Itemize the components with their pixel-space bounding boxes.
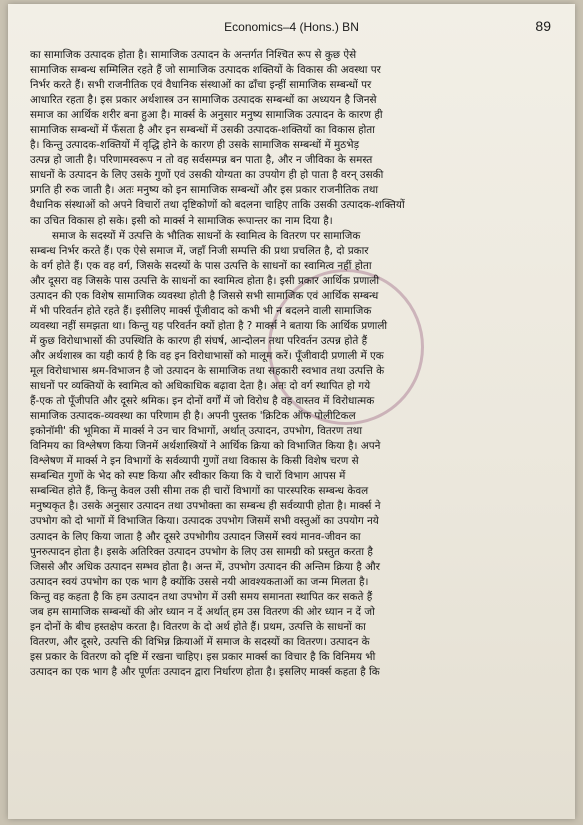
- text-line: व्यवस्था नहीं समझता था। किन्तु यह परिवर्तन क्यों होता है ? मार्क्स ने बताया कि आर्थिक प्रणाली: [30, 319, 388, 332]
- text-line: सम्बन्धित होते हैं, किन्तु केवल उसी सीमा तक ही चारों विभागों का पारस्परिक सम्बन्ध केवल: [30, 485, 369, 498]
- text-line: किन्तु वह कहता है कि हम उत्पादन तथा उपभोग में उसी समय समानता स्थापित कर सकते हैं: [30, 590, 373, 603]
- text-line: के वर्ग होते हैं। एक वह वर्ग, जिसके सदस्यों के पास उत्पत्ति के साधनों का स्वामित्व नहीं होता: [30, 259, 372, 272]
- text-line: उत्पादन की एक विशेष सामाजिक व्यवस्था होती है जिससे सभी सामाजिक एवं आर्थिक सम्बन्ध: [30, 289, 379, 302]
- text-line: जब हम सामाजिक सम्बन्धों की ओर ध्यान न दें अर्थात् हम उस वितरण की ओर ध्यान न दें जो: [30, 605, 375, 618]
- text-line: सम्बन्धित गुणों के भेद को स्पष्ट किया और स्वीकार किया कि ये चारों विभाग आपस में: [30, 470, 346, 483]
- text-line: पुनरुत्पादन होता है। इसके अतिरिक्त उत्पादन उपभोग के लिए उस सामग्री को प्रस्तुत करता है: [30, 545, 373, 558]
- text-line: मूल विरोधाभास श्रम-विभाजन है जो उत्पादन के सामाजिक तथा सहकारी स्वभाव तथा उत्पत्ति के: [30, 364, 385, 377]
- text-line: समाज का आर्थिक शरीर बना हुआ है। मार्क्स के अनुसार मनुष्य सामाजिक उत्पादन के कारण ही: [30, 109, 383, 122]
- text-line: विश्लेषण में मार्क्स ने इन विभागों के सर्वव्यापी गुणों तथा विकास के किसी विशेष चरण से: [30, 455, 359, 468]
- text-line: है। किन्तु उत्पादक-शक्तियों में वृद्धि होने के कारण ही उसके सामाजिक सम्बन्धों में मुठभेड़: [30, 139, 360, 152]
- text-line: सामाजिक सम्बन्ध सम्मिलित रहते हैं जो सामाजिक उत्पादक शक्तियों के विकास की अवस्था पर: [30, 64, 381, 77]
- body-text: [30, 48, 558, 680]
- running-head: Economics–4 (Hons.) BN: [224, 20, 359, 34]
- text-line: साधनों के उत्पादन के लिए उसके गुणों एवं उसकी योग्यता का उपयोग ही हो पाता है वरन् उसकी: [30, 169, 384, 182]
- text-line: आधारित रहता है। इस प्रकार अर्थशास्त्र उन सामाजिक उत्पादक सम्बन्धों का अध्ययन है जिनसे: [30, 94, 377, 107]
- text-line: प्रगति ही रुक जाती है। अतः मनुष्य को इन सामाजिक सम्बन्धों और इस प्रकार राजनीतिक तथा: [30, 184, 379, 197]
- text-line: उपभोग को दो भागों में विभाजित किया। उत्पादक उपभोग जिसमें सभी वस्तुओं का उपयोग नये: [30, 515, 379, 528]
- text-line: जिससे और अधिक उत्पादन सम्भव होता है। अन्त में, उपभोग उत्पादन की अन्तिम क्रिया है और: [30, 560, 380, 573]
- text-line: और अर्थशास्त्र का यही कार्य है कि वह इन विरोधाभासों को मालूम करें। पूँजीवादी प्रणाली में एक: [30, 349, 384, 362]
- text-line: मनुष्यकृत है। उसके अनुसार उत्पादन तथा उपभोक्ता का सम्बन्ध ही सर्वव्यापी होता है। मार्क्स ने: [30, 500, 381, 513]
- text-line: समाज के सदस्यों में उत्पत्ति के भौतिक साधनों के स्वामित्व के वितरण पर सामाजिक: [52, 229, 361, 242]
- text-line: उत्पादन स्वयं उपभोग का एक भाग है क्योंकि उससे नयी आवश्यकताओं का जन्म मिलता है।: [30, 575, 369, 588]
- text-line: में भी परिवर्तन होते रहते हैं। इसीलिए मार्क्स पूँजीवाद को कभी भी न बदलने वाली सामाजिक: [30, 304, 372, 317]
- book-page: [8, 4, 575, 819]
- text-line: इन दोनों के बीच हस्तक्षेप करता है। वितरण के दो अर्थ होते हैं। प्रथम, उत्पत्ति के साधनों का: [30, 620, 366, 633]
- text-line: का सामाजिक उत्पादक होता है। सामाजिक उत्पादन के अन्तर्गत निश्चित रूप से कुछ ऐसे: [30, 49, 357, 61]
- text-line: और दूसरा वह जिसके पास उत्पत्ति के साधनों का स्वामित्व होता है। इसी प्रकार आर्थिक प्रणाली: [30, 274, 380, 287]
- text-line: इकोनॉमी' की भूमिका में मार्क्स ने उन चार विभागों, अर्थात् उत्पादन, उपभोग, वितरण तथा: [30, 425, 363, 438]
- text-line: निर्भर करते हैं। सभी राजनीतिक एवं वैधानिक संस्थाओं का ढाँचा इन्हीं सामाजिक सम्बन्धों पर: [30, 79, 372, 92]
- text-line: विनिमय का विश्लेषण किया जिनमें अर्थशास्त्रियों ने आर्थिक क्रिया को विभाजित किया है। अपने: [30, 440, 381, 453]
- text-line: उत्पन्न हो जाती है। परिणामस्वरूप न तो वह सर्वसम्पन्न बन पाता है, और न जीविका के समस्त: [30, 154, 373, 167]
- text-line: सम्बन्ध निर्भर करते हैं। एक ऐसे समाज में, जहाँ निजी सम्पत्ति की प्रथा प्रचलित है, दो प्रकार: [30, 244, 369, 257]
- page-number: 89: [535, 18, 551, 34]
- text-line: का उचित विकास हो सके। इसी को मार्क्स ने सामाजिक रूपान्तर का नाम दिया है।: [30, 214, 333, 227]
- text-line: वैधानिक संस्थाओं को अपने विचारों तथा दृष्टिकोणों को बदलना चाहिए ताकि उसकी उत्पादक-शक्तियों: [30, 199, 405, 212]
- text-line: उत्पादन का एक भाग है और पूर्णतः उत्पादन द्वारा निर्धारण होता है। इसलिए मार्क्स कहता है कि: [30, 665, 380, 678]
- text-line: सामाजिक उत्पादक-व्यवस्था का परिणाम ही है। अपनी पुस्तक 'क्रिटिक ऑफ पोलीटिकल: [30, 410, 356, 423]
- text-line: उत्पादन के लिए किया जाता है और दूसरे उपभोगीय उत्पादन जिसमें स्वयं मानव-जीवन का: [30, 530, 361, 543]
- text-line: साधनों पर व्यक्तियों के स्वामित्व को अधिकाधिक बढ़ावा देता है। अतः दो वर्ग स्थापित हो गये: [30, 380, 371, 393]
- text-line: हैं-एक तो पूँजीपति और दूसरे श्रमिक। इन दोनों वर्गों में जो विरोध है वह वास्तव में विरोधात्मक: [30, 395, 375, 408]
- text-line: इस प्रकार के वितरण को दृष्टि में रखना चाहिए। इस प्रकार मार्क्स का विचार है कि विनिमय भी: [30, 650, 376, 663]
- text-line: वितरण, और दूसरे, उत्पत्ति की विभिन्न क्रियाओं में समाज के सदस्यों का वितरण। उत्पादन के: [30, 635, 370, 648]
- text-line: सामाजिक सम्बन्धों में फँसता है और इन सम्बन्धों में उसकी उत्पादक-शक्तियों का विकास होता: [30, 124, 375, 137]
- text-line: में कुछ विरोधाभासों की उपस्थिति के कारण ही संघर्ष, आन्दोलन तथा परिवर्तन उत्पन्न होते हैं: [30, 334, 368, 347]
